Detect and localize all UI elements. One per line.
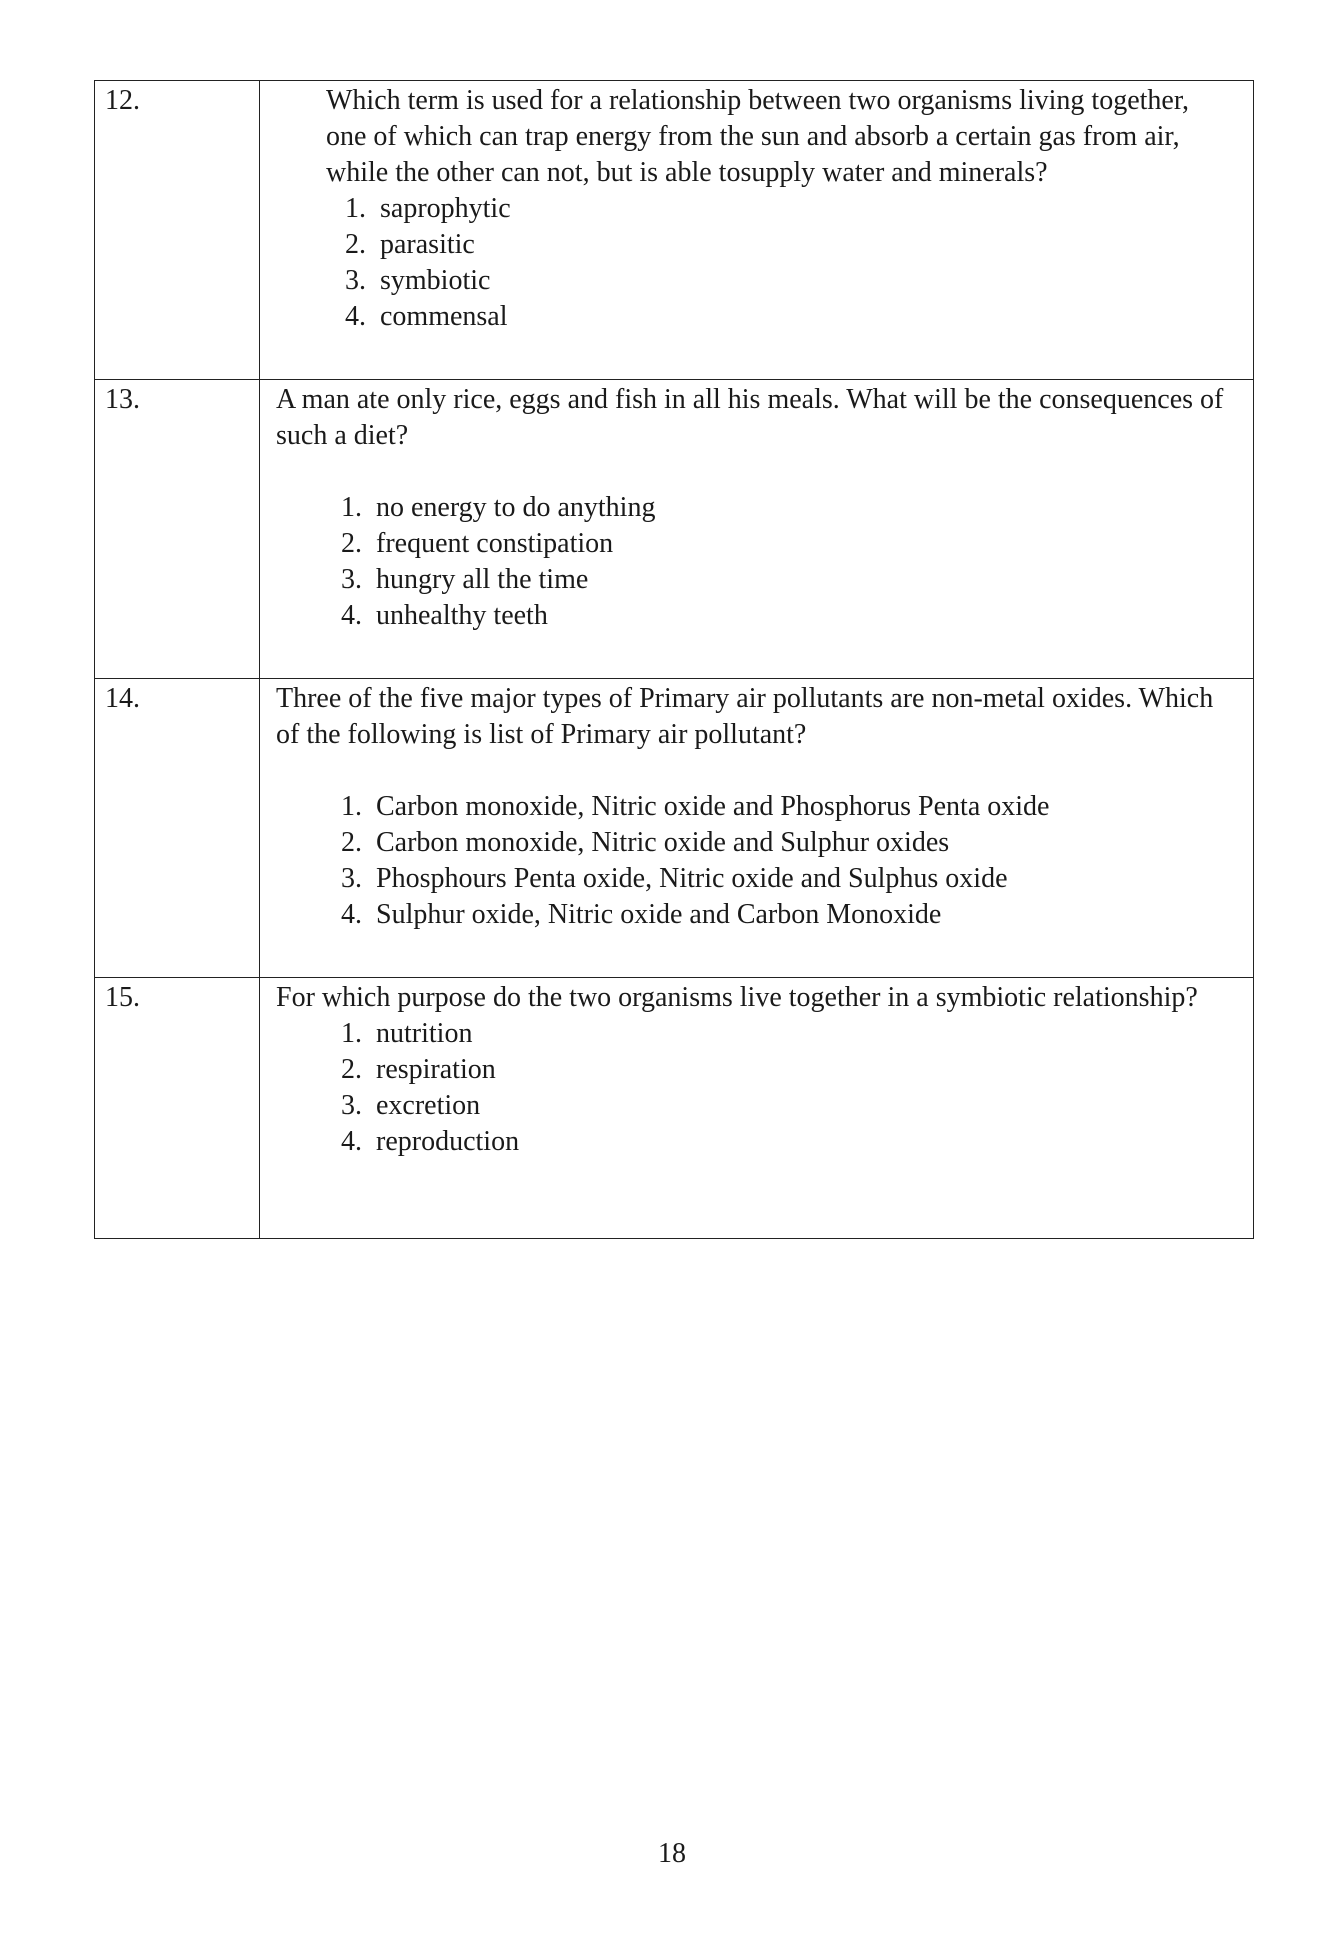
question-number: 14. (95, 679, 260, 978)
option-item (326, 227, 1233, 263)
option-item (322, 598, 1233, 634)
option-item (322, 490, 1233, 526)
option-number: 4. (341, 600, 362, 631)
option-number: 3. (341, 863, 362, 894)
option-item (322, 1016, 1233, 1052)
option-item (322, 897, 1233, 933)
question-stem: For which purpose do the two organisms live together in a symbiotic relationship? (276, 982, 1198, 1013)
option-item (326, 191, 1233, 227)
option-text: respiration (376, 1054, 496, 1085)
option-number: 1. (341, 1018, 362, 1049)
option-number: 2. (341, 827, 362, 858)
option-text: no energy to do anything (376, 492, 656, 523)
option-text: saprophytic (380, 193, 511, 224)
option-number: 4. (345, 301, 366, 332)
question-row-15 (95, 978, 1254, 1239)
option-number: 2. (341, 528, 362, 559)
option-text: reproduction (376, 1126, 520, 1157)
option-number: 1. (341, 492, 362, 523)
question-number: 12. (95, 81, 260, 380)
option-text: parasitic (380, 229, 475, 260)
option-number: 4. (341, 899, 362, 930)
option-number: 4. (341, 1126, 362, 1157)
question-stem: Which term is used for a relationship between two organisms living together, one of which can trap energy from the sun and absorb a certain gas from air, while the other can not, but is able tosupply water and minerals? (326, 85, 1190, 188)
option-item (322, 1052, 1233, 1088)
option-list (276, 1016, 1233, 1160)
option-list (276, 490, 1233, 634)
option-number: 3. (345, 265, 366, 296)
option-item (322, 1088, 1233, 1124)
option-list (276, 789, 1233, 933)
option-item (322, 562, 1233, 598)
option-number: 2. (341, 1054, 362, 1085)
question-stem: A man ate only rice, eggs and fish in all his meals. What will be the consequences of such a diet? (276, 384, 1224, 451)
option-item (322, 861, 1233, 897)
option-text: Sulphur oxide, Nitric oxide and Carbon Monoxide (376, 899, 942, 930)
option-number: 2. (345, 229, 366, 260)
question-stem: Three of the five major types of Primary air pollutants are non-metal oxides. Which of the following is list of Primary air pollutant? (276, 683, 1214, 750)
option-text: hungry all the time (376, 564, 589, 595)
option-text: unhealthy teeth (376, 600, 548, 631)
question-table (94, 80, 1254, 1239)
option-text: Phosphours Penta oxide, Nitric oxide and Sulphus oxide (376, 863, 1008, 894)
option-item (326, 263, 1233, 299)
option-item (322, 789, 1233, 825)
page-number: 18 (658, 1838, 686, 1869)
option-text: symbiotic (380, 265, 491, 296)
option-number: 1. (341, 791, 362, 822)
option-item (322, 526, 1233, 562)
question-row-12 (95, 81, 1254, 380)
option-item (322, 825, 1233, 861)
question-row-14 (95, 679, 1254, 978)
option-item (322, 1124, 1233, 1160)
option-text: nutrition (376, 1018, 473, 1049)
option-text: frequent constipation (376, 528, 614, 559)
option-number: 3. (341, 564, 362, 595)
option-text: commensal (380, 301, 508, 332)
option-list (276, 191, 1233, 335)
option-text: Carbon monoxide, Nitric oxide and Sulphur oxides (376, 827, 950, 858)
option-number: 3. (341, 1090, 362, 1121)
option-item (326, 299, 1233, 335)
question-number: 13. (95, 380, 260, 679)
option-text: Carbon monoxide, Nitric oxide and Phosphorus Penta oxide (376, 791, 1050, 822)
question-number: 15. (95, 978, 260, 1239)
option-text: excretion (376, 1090, 481, 1121)
option-number: 1. (345, 193, 366, 224)
question-row-13 (95, 380, 1254, 679)
